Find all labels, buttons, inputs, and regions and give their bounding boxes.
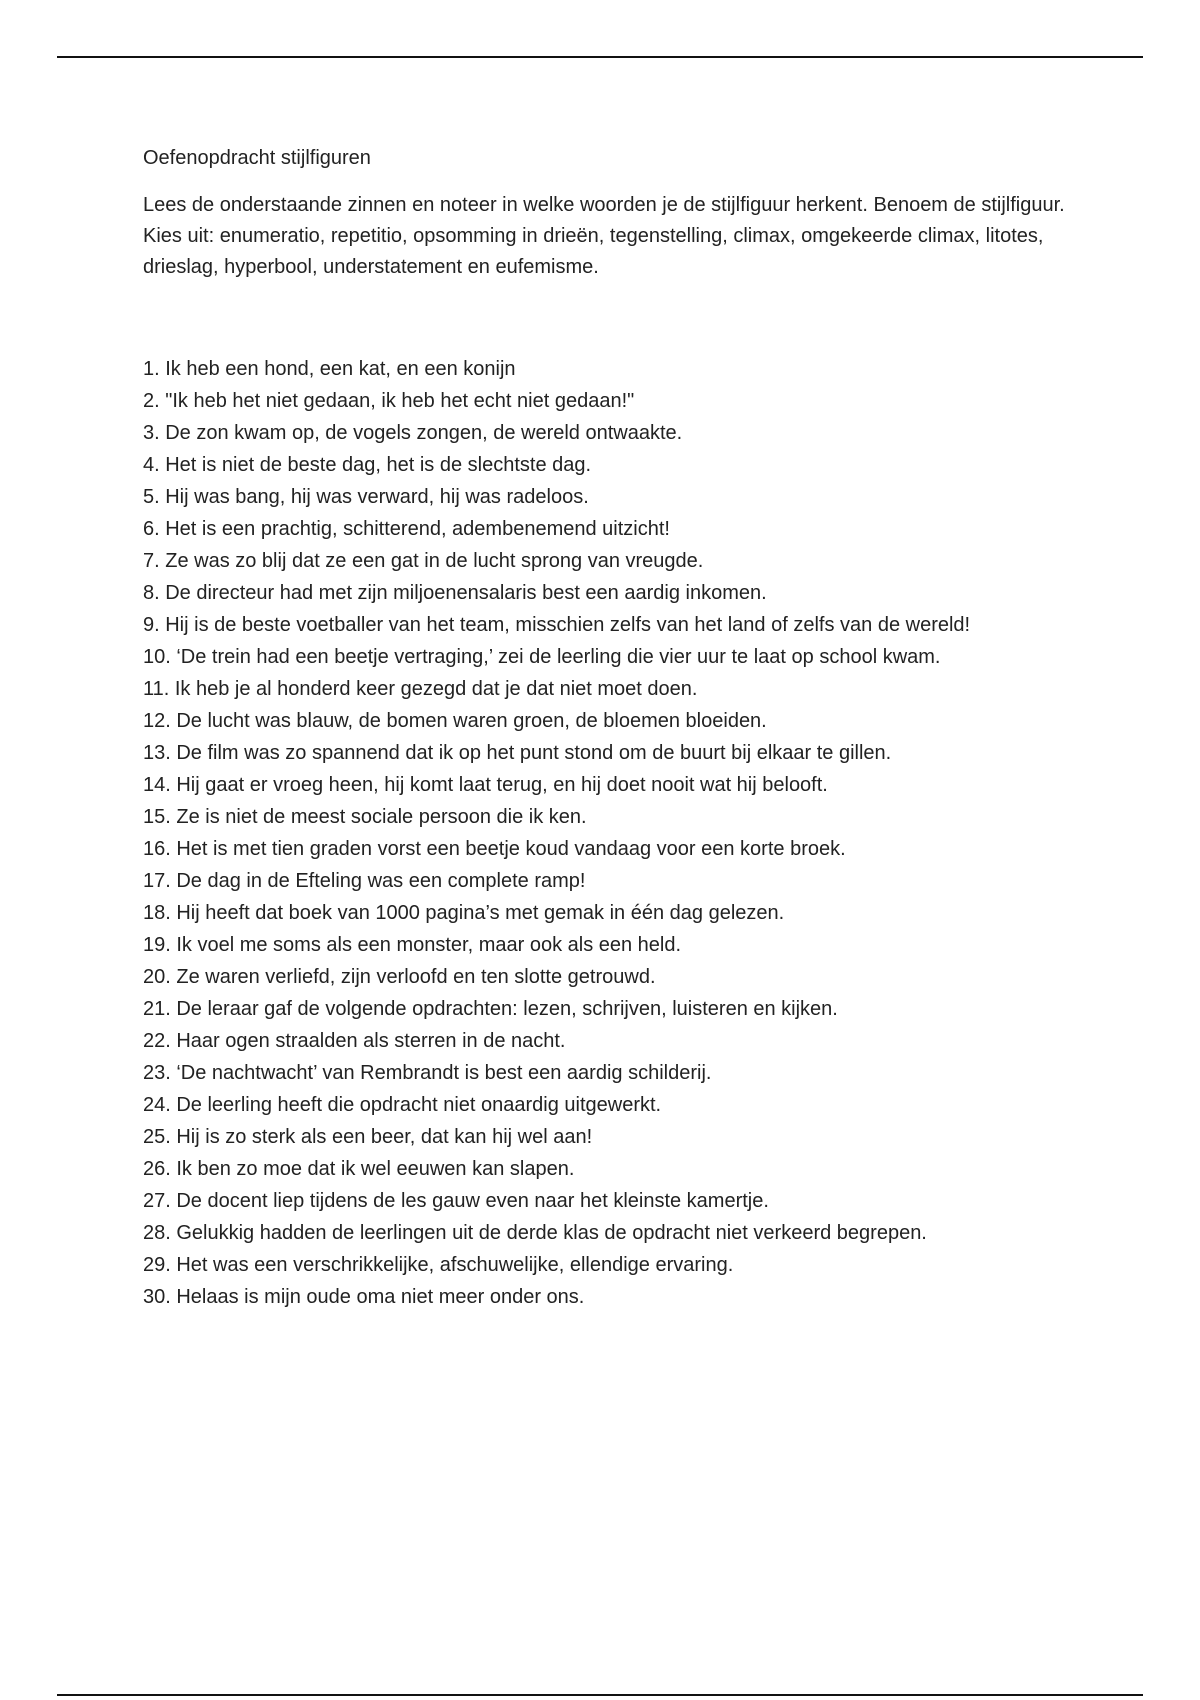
sentence-item: 12. De lucht was blauw, de bomen waren groen, de bloemen bloeiden.	[143, 710, 767, 732]
sentence-item: 27. De docent liep tijdens de les gauw even naar het kleinste kamertje.	[143, 1190, 769, 1212]
sentence-item: 28. Gelukkig hadden de leerlingen uit de derde klas de opdracht niet verkeerd begrepen.	[143, 1222, 927, 1244]
footer-rule	[57, 1694, 1143, 1696]
sentence-item: 10. ‘De trein had een beetje vertraging,’ zei de leerling die vier uur te laat op school kwam.	[143, 646, 941, 668]
sentence-item: 14. Hij gaat er vroeg heen, hij komt laat terug, en hij doet nooit wat hij belooft.	[143, 774, 828, 796]
sentence-item: 18. Hij heeft dat boek van 1000 pagina’s met gemak in één dag gelezen.	[143, 902, 785, 924]
sentence-item: 26. Ik ben zo moe dat ik wel eeuwen kan slapen.	[143, 1158, 575, 1180]
sentence-item: 11. Ik heb je al honderd keer gezegd dat je dat niet moet doen.	[143, 678, 698, 700]
sentence-item: 17. De dag in de Efteling was een complete ramp!	[143, 870, 586, 892]
sentence-item: 3. De zon kwam op, de vogels zongen, de wereld ontwaakte.	[143, 422, 683, 444]
sentence-item: 5. Hij was bang, hij was verward, hij was radeloos.	[143, 486, 589, 508]
sentence-item: 19. Ik voel me soms als een monster, maar ook als een held.	[143, 934, 682, 956]
sentence-item: 8. De directeur had met zijn miljoenensalaris best een aardig inkomen.	[143, 582, 767, 604]
sentence-item: 16. Het is met tien graden vorst een beetje koud vandaag voor een korte broek.	[143, 838, 846, 860]
sentence-item: 15. Ze is niet de meest sociale persoon die ik ken.	[143, 806, 587, 828]
sentence-item: 6. Het is een prachtig, schitterend, adembenemend uitzicht!	[143, 518, 670, 540]
header-rule	[57, 56, 1143, 58]
sentence-item: 21. De leraar gaf de volgende opdrachten: lezen, schrijven, luisteren en kijken.	[143, 998, 838, 1020]
sentence-item: 30. Helaas is mijn oude oma niet meer onder ons.	[143, 1286, 585, 1308]
sentence-item: 9. Hij is de beste voetballer van het team, misschien zelfs van het land of zelfs van de wereld!	[143, 614, 971, 636]
sentence-list	[143, 353, 1073, 1313]
instructions-paragraph: Lees de onderstaande zinnen en noteer in welke woorden je de stijlfiguur herkent. Benoem de stijlfiguur. Kies uit: enumeratio, repetitio, opsomming in drieën, tegenstelling, climax, omgekeerde climax, litotes, drieslag, hyperbool, understatement en eufemisme.	[143, 194, 1065, 278]
sentence-item: 7. Ze was zo blij dat ze een gat in de lucht sprong van vreugde.	[143, 550, 704, 572]
sentence-item: 25. Hij is zo sterk als een beer, dat kan hij wel aan!	[143, 1126, 593, 1148]
sentence-item: 1. Ik heb een hond, een kat, en een konijn	[143, 358, 516, 380]
sentence-item: 23. ‘De nachtwacht’ van Rembrandt is best een aardig schilderij.	[143, 1062, 712, 1084]
sentence-item: 24. De leerling heeft die opdracht niet onaardig uitgewerkt.	[143, 1094, 662, 1116]
sentence-item: 20. Ze waren verliefd, zijn verloofd en ten slotte getrouwd.	[143, 966, 656, 988]
sentence-item: 29. Het was een verschrikkelijke, afschuwelijke, ellendige ervaring.	[143, 1254, 734, 1276]
page-title: Oefenopdracht stijlfiguren	[143, 147, 371, 169]
sentence-item: 22. Haar ogen straalden als sterren in de nacht.	[143, 1030, 566, 1052]
document-body	[143, 144, 1073, 1313]
sentence-item: 2. "Ik heb het niet gedaan, ik heb het echt niet gedaan!"	[143, 390, 635, 412]
sentence-item: 4. Het is niet de beste dag, het is de slechtste dag.	[143, 454, 592, 476]
sentence-item: 13. De film was zo spannend dat ik op het punt stond om de buurt bij elkaar te gillen.	[143, 742, 892, 764]
